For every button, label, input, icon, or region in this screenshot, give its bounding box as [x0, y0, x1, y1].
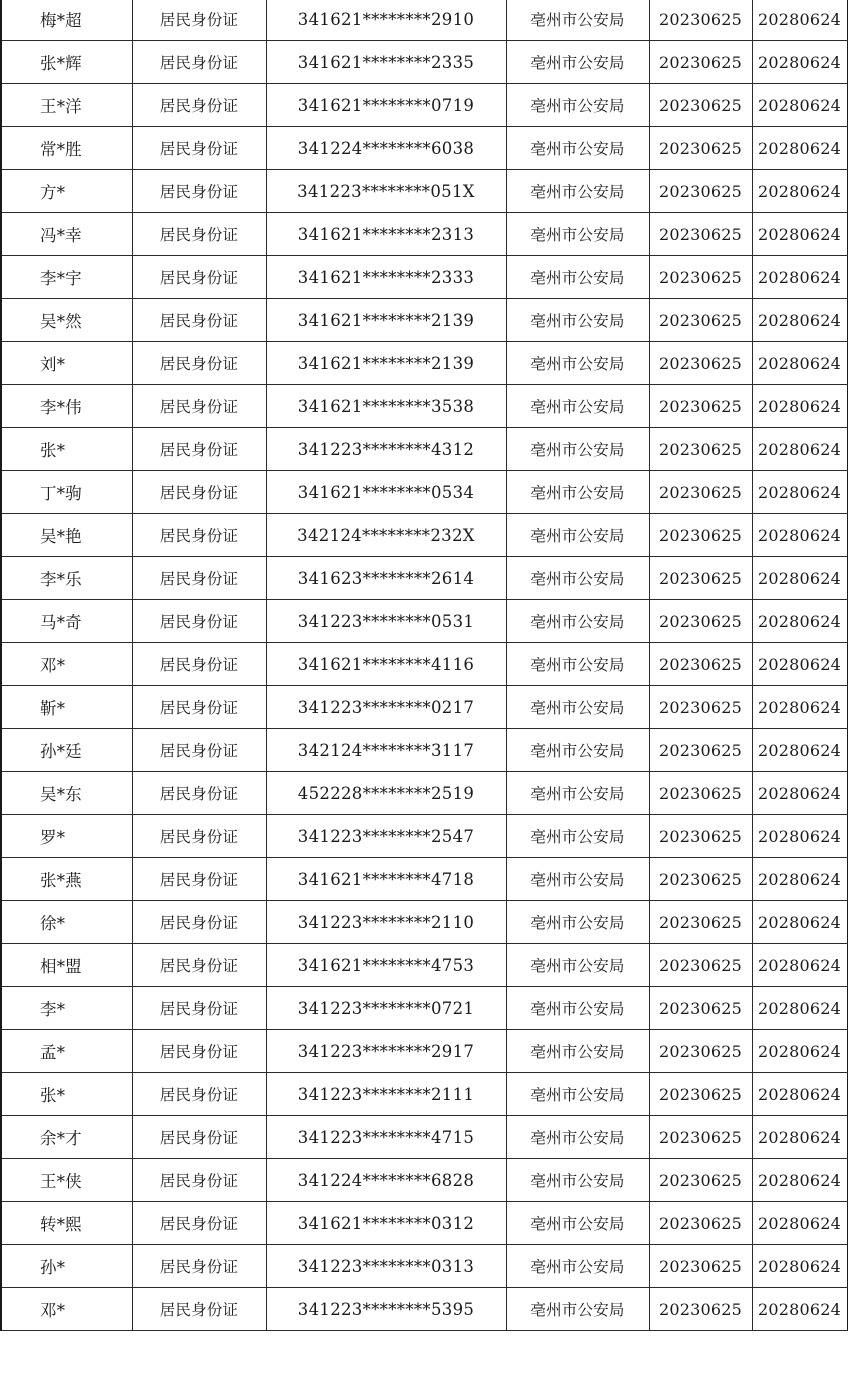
issuing-authority-cell: 亳州市公安局 [506, 1288, 649, 1331]
valid-until-cell: 20280624 [752, 815, 847, 858]
issuing-authority-cell: 亳州市公安局 [506, 0, 649, 41]
valid-until-cell: 20280624 [752, 428, 847, 471]
id-number-cell: 341223********0721 [266, 987, 506, 1030]
id-number-cell: 341621********4116 [266, 643, 506, 686]
document-type-cell: 居民身份证 [132, 901, 266, 944]
valid-from-cell: 20230625 [649, 1030, 752, 1073]
holder-name-cell: 孙* [1, 1245, 132, 1288]
issuing-authority-cell: 亳州市公安局 [506, 944, 649, 987]
document-type-cell: 居民身份证 [132, 256, 266, 299]
holder-name-cell: 马*奇 [1, 600, 132, 643]
valid-until-cell: 20280624 [752, 600, 847, 643]
document-type-cell: 居民身份证 [132, 127, 266, 170]
valid-from-cell: 20230625 [649, 944, 752, 987]
valid-from-cell: 20230625 [649, 1202, 752, 1245]
table-row [1, 901, 847, 944]
valid-from-cell: 20230625 [649, 600, 752, 643]
id-number-cell: 341223********4312 [266, 428, 506, 471]
valid-from-cell: 20230625 [649, 729, 752, 772]
document-type-cell: 居民身份证 [132, 84, 266, 127]
valid-from-cell: 20230625 [649, 987, 752, 1030]
document-type-cell: 居民身份证 [132, 729, 266, 772]
valid-until-cell: 20280624 [752, 127, 847, 170]
roster-table-body [1, 0, 847, 1331]
issuing-authority-cell: 亳州市公安局 [506, 643, 649, 686]
valid-until-cell: 20280624 [752, 0, 847, 41]
document-type-cell: 居民身份证 [132, 1073, 266, 1116]
id-number-cell: 341224********6038 [266, 127, 506, 170]
id-number-cell: 341621********2910 [266, 0, 506, 41]
holder-name-cell: 吴*东 [1, 772, 132, 815]
document-type-cell: 居民身份证 [132, 1288, 266, 1331]
holder-name-cell: 余*才 [1, 1116, 132, 1159]
table-row [1, 1245, 847, 1288]
holder-name-cell: 李* [1, 987, 132, 1030]
valid-from-cell: 20230625 [649, 385, 752, 428]
document-type-cell: 居民身份证 [132, 987, 266, 1030]
valid-from-cell: 20230625 [649, 514, 752, 557]
valid-until-cell: 20280624 [752, 213, 847, 256]
id-number-cell: 341621********0719 [266, 84, 506, 127]
id-number-cell: 341621********2335 [266, 41, 506, 84]
valid-from-cell: 20230625 [649, 127, 752, 170]
holder-name-cell: 丁*驹 [1, 471, 132, 514]
valid-from-cell: 20230625 [649, 772, 752, 815]
issuing-authority-cell: 亳州市公安局 [506, 41, 649, 84]
valid-until-cell: 20280624 [752, 471, 847, 514]
document-type-cell: 居民身份证 [132, 514, 266, 557]
document-type-cell: 居民身份证 [132, 1159, 266, 1202]
valid-until-cell: 20280624 [752, 772, 847, 815]
table-row [1, 84, 847, 127]
issuing-authority-cell: 亳州市公安局 [506, 557, 649, 600]
id-number-cell: 341223********2110 [266, 901, 506, 944]
valid-from-cell: 20230625 [649, 858, 752, 901]
table-row [1, 471, 847, 514]
document-type-cell: 居民身份证 [132, 1030, 266, 1073]
table-row [1, 858, 847, 901]
holder-name-cell: 吴*艳 [1, 514, 132, 557]
issuing-authority-cell: 亳州市公安局 [506, 299, 649, 342]
holder-name-cell: 徐* [1, 901, 132, 944]
holder-name-cell: 李*伟 [1, 385, 132, 428]
holder-name-cell: 吴*然 [1, 299, 132, 342]
issuing-authority-cell: 亳州市公安局 [506, 858, 649, 901]
holder-name-cell: 靳* [1, 686, 132, 729]
valid-from-cell: 20230625 [649, 299, 752, 342]
table-row [1, 385, 847, 428]
holder-name-cell: 相*盟 [1, 944, 132, 987]
table-row [1, 600, 847, 643]
document-type-cell: 居民身份证 [132, 1202, 266, 1245]
id-number-cell: 341621********0312 [266, 1202, 506, 1245]
table-row [1, 299, 847, 342]
holder-name-cell: 邓* [1, 1288, 132, 1331]
table-row [1, 729, 847, 772]
id-number-cell: 452228********2519 [266, 772, 506, 815]
valid-from-cell: 20230625 [649, 643, 752, 686]
valid-until-cell: 20280624 [752, 299, 847, 342]
holder-name-cell: 刘* [1, 342, 132, 385]
valid-until-cell: 20280624 [752, 557, 847, 600]
document-type-cell: 居民身份证 [132, 0, 266, 41]
valid-until-cell: 20280624 [752, 1116, 847, 1159]
valid-from-cell: 20230625 [649, 213, 752, 256]
issuing-authority-cell: 亳州市公安局 [506, 213, 649, 256]
document-type-cell: 居民身份证 [132, 1245, 266, 1288]
issuing-authority-cell: 亳州市公安局 [506, 256, 649, 299]
valid-from-cell: 20230625 [649, 1073, 752, 1116]
valid-until-cell: 20280624 [752, 643, 847, 686]
holder-name-cell: 孙*廷 [1, 729, 132, 772]
id-number-cell: 341223********0217 [266, 686, 506, 729]
valid-from-cell: 20230625 [649, 256, 752, 299]
document-type-cell: 居民身份证 [132, 385, 266, 428]
issuing-authority-cell: 亳州市公安局 [506, 127, 649, 170]
document-type-cell: 居民身份证 [132, 600, 266, 643]
issuing-authority-cell: 亳州市公安局 [506, 772, 649, 815]
issuing-authority-cell: 亳州市公安局 [506, 170, 649, 213]
id-number-cell: 341223********4715 [266, 1116, 506, 1159]
table-row [1, 557, 847, 600]
issuing-authority-cell: 亳州市公安局 [506, 1073, 649, 1116]
table-row [1, 772, 847, 815]
table-row [1, 1159, 847, 1202]
id-number-cell: 341223********2111 [266, 1073, 506, 1116]
id-number-cell: 341621********2139 [266, 342, 506, 385]
valid-until-cell: 20280624 [752, 686, 847, 729]
valid-from-cell: 20230625 [649, 0, 752, 41]
holder-name-cell: 李*宇 [1, 256, 132, 299]
valid-until-cell: 20280624 [752, 987, 847, 1030]
document-type-cell: 居民身份证 [132, 686, 266, 729]
issuing-authority-cell: 亳州市公安局 [506, 1245, 649, 1288]
issuing-authority-cell: 亳州市公安局 [506, 1159, 649, 1202]
valid-until-cell: 20280624 [752, 858, 847, 901]
id-number-cell: 341224********6828 [266, 1159, 506, 1202]
valid-from-cell: 20230625 [649, 471, 752, 514]
document-type-cell: 居民身份证 [132, 299, 266, 342]
issuing-authority-cell: 亳州市公安局 [506, 1030, 649, 1073]
valid-from-cell: 20230625 [649, 41, 752, 84]
id-number-cell: 341223********0531 [266, 600, 506, 643]
table-row [1, 1073, 847, 1116]
valid-until-cell: 20280624 [752, 1030, 847, 1073]
valid-until-cell: 20280624 [752, 1073, 847, 1116]
table-row [1, 170, 847, 213]
id-number-cell: 341621********2139 [266, 299, 506, 342]
issuing-authority-cell: 亳州市公安局 [506, 342, 649, 385]
table-row [1, 987, 847, 1030]
valid-from-cell: 20230625 [649, 1159, 752, 1202]
table-row [1, 1116, 847, 1159]
valid-until-cell: 20280624 [752, 901, 847, 944]
valid-from-cell: 20230625 [649, 428, 752, 471]
valid-until-cell: 20280624 [752, 1288, 847, 1331]
holder-name-cell: 张*燕 [1, 858, 132, 901]
document-type-cell: 居民身份证 [132, 944, 266, 987]
holder-name-cell: 方* [1, 170, 132, 213]
valid-until-cell: 20280624 [752, 41, 847, 84]
issuing-authority-cell: 亳州市公安局 [506, 1116, 649, 1159]
holder-name-cell: 孟* [1, 1030, 132, 1073]
id-number-cell: 342124********3117 [266, 729, 506, 772]
table-row [1, 127, 847, 170]
document-type-cell: 居民身份证 [132, 170, 266, 213]
document-type-cell: 居民身份证 [132, 557, 266, 600]
holder-name-cell: 常*胜 [1, 127, 132, 170]
issuing-authority-cell: 亳州市公安局 [506, 84, 649, 127]
valid-from-cell: 20230625 [649, 686, 752, 729]
holder-name-cell: 李*乐 [1, 557, 132, 600]
id-number-cell: 341621********2313 [266, 213, 506, 256]
id-number-cell: 341223********2547 [266, 815, 506, 858]
table-row [1, 514, 847, 557]
id-number-cell: 341621********2333 [266, 256, 506, 299]
id-number-cell: 341621********4718 [266, 858, 506, 901]
valid-until-cell: 20280624 [752, 1202, 847, 1245]
valid-from-cell: 20230625 [649, 557, 752, 600]
issuing-authority-cell: 亳州市公安局 [506, 987, 649, 1030]
document-type-cell: 居民身份证 [132, 428, 266, 471]
issuing-authority-cell: 亳州市公安局 [506, 385, 649, 428]
table-row [1, 0, 847, 41]
id-number-cell: 341223********2917 [266, 1030, 506, 1073]
table-row [1, 686, 847, 729]
issuing-authority-cell: 亳州市公安局 [506, 514, 649, 557]
document-type-cell: 居民身份证 [132, 643, 266, 686]
document-type-cell: 居民身份证 [132, 815, 266, 858]
valid-until-cell: 20280624 [752, 342, 847, 385]
valid-until-cell: 20280624 [752, 1159, 847, 1202]
issuing-authority-cell: 亳州市公安局 [506, 471, 649, 514]
holder-name-cell: 邓* [1, 643, 132, 686]
issuing-authority-cell: 亳州市公安局 [506, 686, 649, 729]
holder-name-cell: 王*洋 [1, 84, 132, 127]
table-row [1, 1202, 847, 1245]
table-row [1, 256, 847, 299]
table-row [1, 1030, 847, 1073]
issuing-authority-cell: 亳州市公安局 [506, 1202, 649, 1245]
id-number-cell: 341223********051X [266, 170, 506, 213]
id-number-cell: 341223********5395 [266, 1288, 506, 1331]
valid-from-cell: 20230625 [649, 815, 752, 858]
holder-name-cell: 梅*超 [1, 0, 132, 41]
id-number-cell: 342124********232X [266, 514, 506, 557]
holder-name-cell: 张* [1, 428, 132, 471]
valid-from-cell: 20230625 [649, 901, 752, 944]
table-row [1, 213, 847, 256]
issuing-authority-cell: 亳州市公安局 [506, 901, 649, 944]
id-number-cell: 341621********3538 [266, 385, 506, 428]
valid-from-cell: 20230625 [649, 84, 752, 127]
holder-name-cell: 张*辉 [1, 41, 132, 84]
holder-name-cell: 王*侠 [1, 1159, 132, 1202]
issuing-authority-cell: 亳州市公安局 [506, 815, 649, 858]
valid-from-cell: 20230625 [649, 342, 752, 385]
table-row [1, 428, 847, 471]
document-type-cell: 居民身份证 [132, 342, 266, 385]
table-row [1, 1288, 847, 1331]
table-row [1, 41, 847, 84]
table-row [1, 643, 847, 686]
id-number-cell: 341621********4753 [266, 944, 506, 987]
valid-until-cell: 20280624 [752, 1245, 847, 1288]
issuing-authority-cell: 亳州市公安局 [506, 600, 649, 643]
id-number-cell: 341623********2614 [266, 557, 506, 600]
id-number-cell: 341621********0534 [266, 471, 506, 514]
document-type-cell: 居民身份证 [132, 858, 266, 901]
table-row [1, 944, 847, 987]
valid-from-cell: 20230625 [649, 1245, 752, 1288]
valid-until-cell: 20280624 [752, 170, 847, 213]
document-type-cell: 居民身份证 [132, 213, 266, 256]
valid-until-cell: 20280624 [752, 944, 847, 987]
valid-from-cell: 20230625 [649, 1288, 752, 1331]
holder-name-cell: 罗* [1, 815, 132, 858]
document-type-cell: 居民身份证 [132, 1116, 266, 1159]
valid-until-cell: 20280624 [752, 514, 847, 557]
id-number-cell: 341223********0313 [266, 1245, 506, 1288]
table-row [1, 342, 847, 385]
valid-from-cell: 20230625 [649, 1116, 752, 1159]
valid-until-cell: 20280624 [752, 729, 847, 772]
issuing-authority-cell: 亳州市公安局 [506, 729, 649, 772]
holder-name-cell: 冯*幸 [1, 213, 132, 256]
valid-until-cell: 20280624 [752, 385, 847, 428]
holder-name-cell: 张* [1, 1073, 132, 1116]
document-type-cell: 居民身份证 [132, 41, 266, 84]
valid-until-cell: 20280624 [752, 84, 847, 127]
valid-until-cell: 20280624 [752, 256, 847, 299]
document-type-cell: 居民身份证 [132, 772, 266, 815]
table-row [1, 815, 847, 858]
issuing-authority-cell: 亳州市公安局 [506, 428, 649, 471]
holder-name-cell: 转*熙 [1, 1202, 132, 1245]
valid-from-cell: 20230625 [649, 170, 752, 213]
document-type-cell: 居民身份证 [132, 471, 266, 514]
